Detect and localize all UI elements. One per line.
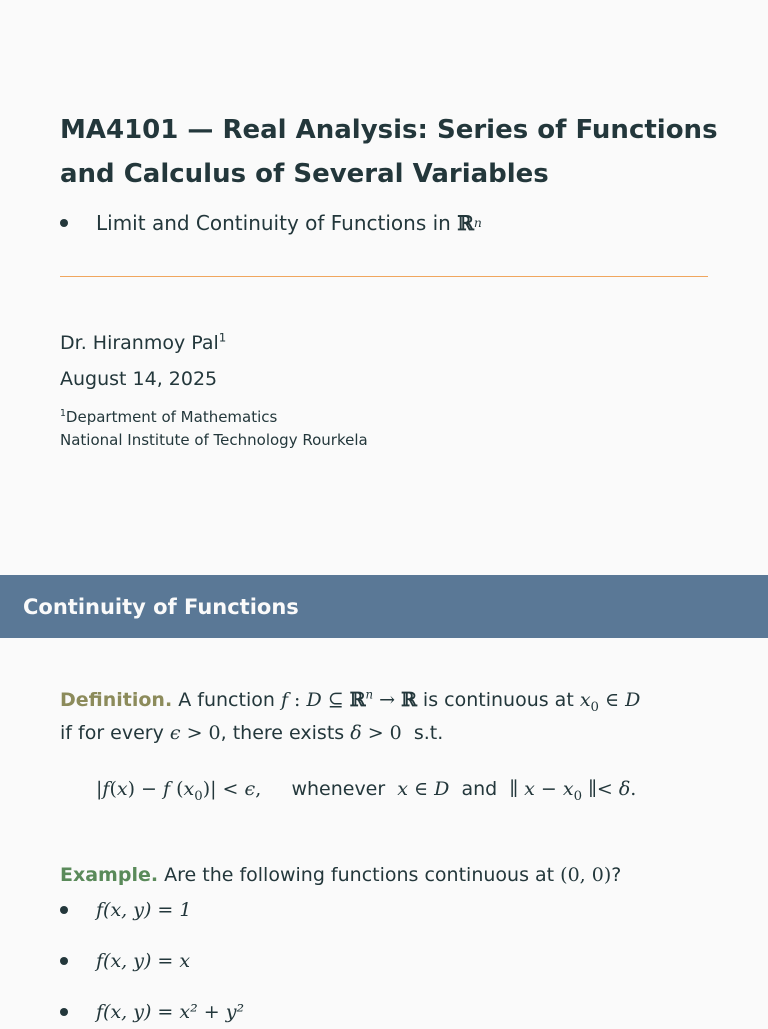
title-divider <box>60 276 708 277</box>
definition-label: Definition. <box>60 689 173 711</box>
definition-text-4: , there exists <box>220 722 345 744</box>
author-footnote-mark: 1 <box>218 330 227 345</box>
author <box>60 328 226 358</box>
item-formula: f(x, y) = x <box>96 950 191 972</box>
display-equation: |f(x) − f $(x_0)| < \epsilon$, whenever x ∈ D and ∥ $x - x_0$ ∥< δ. <box>96 778 637 804</box>
presentation-date: August 14, 2025 <box>60 368 218 390</box>
definition-math-function: f <box>280 689 288 711</box>
affil-institute: National Institute of Technology Rourkela <box>60 431 368 449</box>
item-formula: f(x, y) = x² + y² <box>96 1001 245 1023</box>
affil-department: Department of Mathematics <box>65 408 278 426</box>
item-formula: f(x, y) = 1 <box>96 899 192 921</box>
author-name: Dr. Hiranmoy Pal <box>60 332 219 354</box>
definition-block: Definition. A function f : D ⊆ ℝ$^n$ → ℝ is continuous at $x_0$ ∈ D if for every ϵ > 0, there exists δ > 0 s.t. <box>60 687 641 744</box>
list-item <box>60 893 191 927</box>
definition-text-2: is continuous at <box>422 689 574 711</box>
bullet-icon <box>60 957 68 965</box>
affiliation <box>60 406 368 452</box>
definition-text-3: if for every <box>60 722 164 744</box>
definition-text-1: A function <box>178 689 275 711</box>
example-label: Example. <box>60 864 159 886</box>
whenever-text: whenever <box>291 778 386 800</box>
subtitle-text: Limit and Continuity of Functions in <box>96 211 451 235</box>
bullet-icon <box>60 219 68 227</box>
and-text: and <box>461 778 498 800</box>
example-text: Are the following functions continuous at <box>164 864 555 886</box>
bullet-icon <box>60 906 68 914</box>
subtitle-reals-symbol: ℝ <box>457 211 474 235</box>
example-block: Example. Are the following functions continuous at (0, 0)? <box>60 864 622 886</box>
subtitle: Limit and Continuity of Functions in ℝ n <box>60 208 482 238</box>
presentation-title: MA4101 — Real Analysis: Series of Functions and Calculus of Several Variables <box>60 115 718 189</box>
list-item <box>60 944 190 978</box>
bullet-icon <box>60 1008 68 1016</box>
frame-title: Continuity of Functions <box>0 575 768 638</box>
affil-footnote-mark: 1 <box>60 408 66 419</box>
definition-text-5: s.t. <box>413 722 444 744</box>
